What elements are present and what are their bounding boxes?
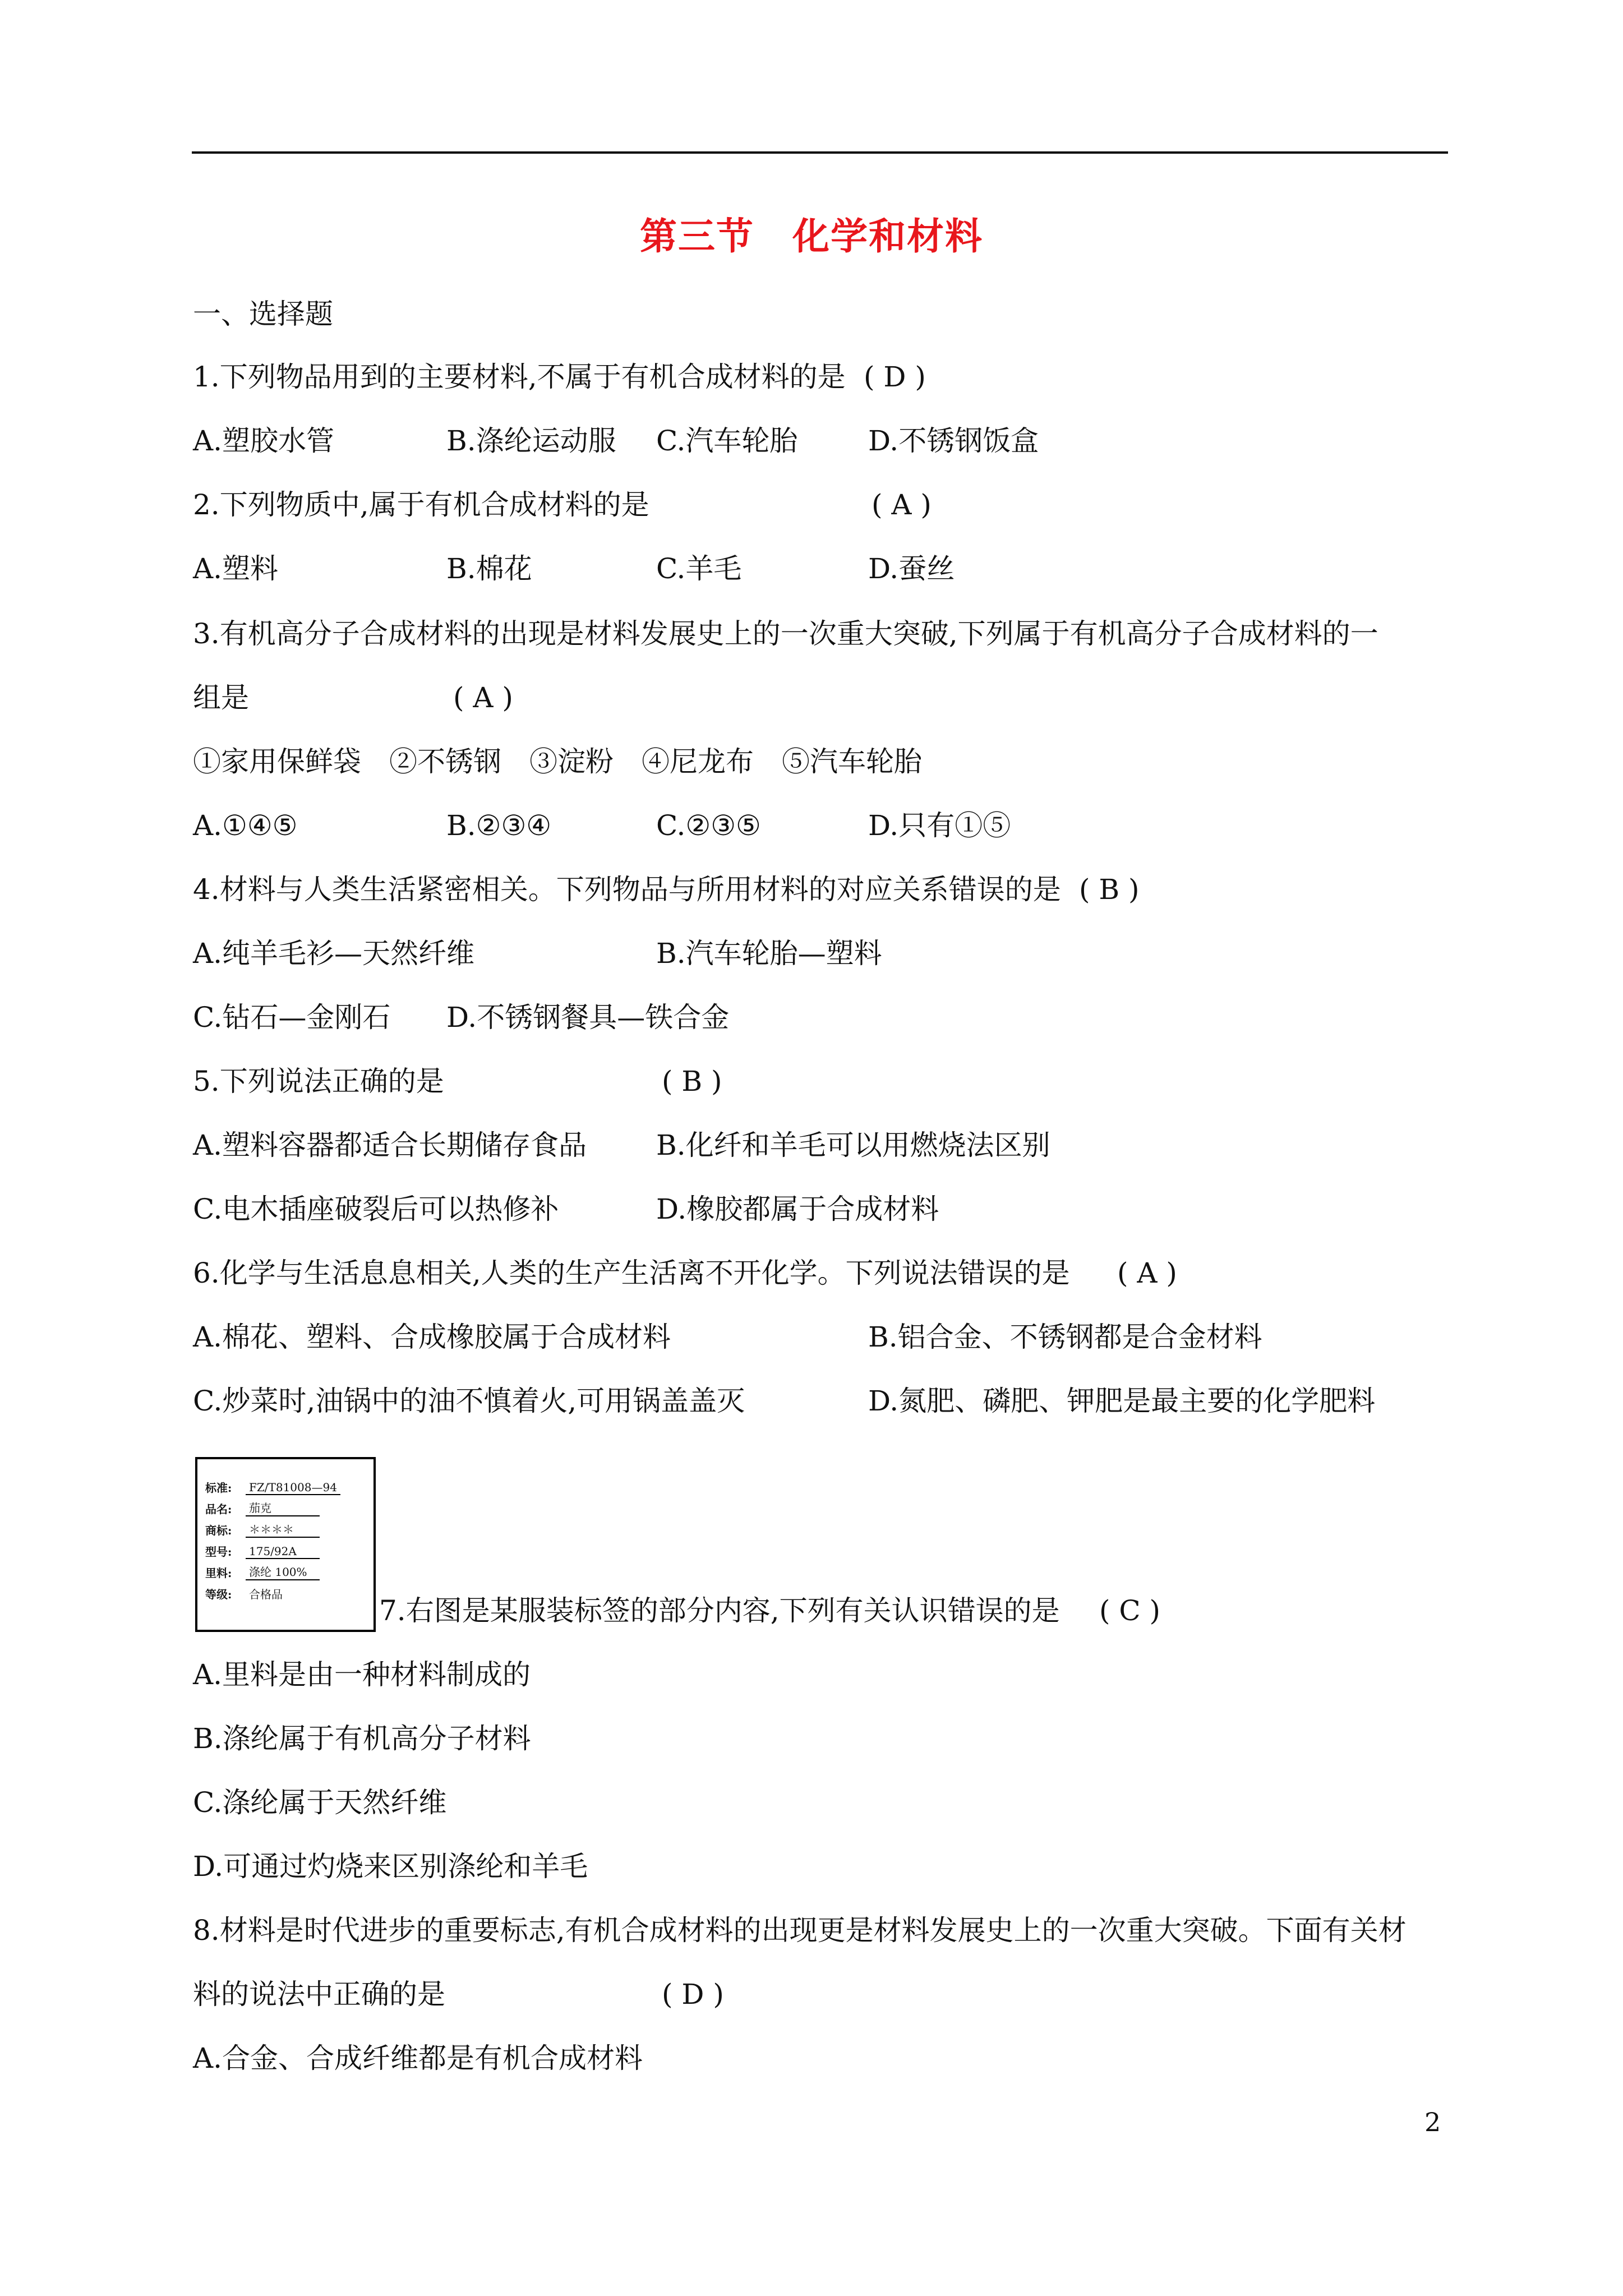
label-value: 茄克 <box>246 1499 320 1516</box>
q7-stem: 7.右图是某服装标签的部分内容,下列有关认识错误的是 <box>379 1594 1060 1627</box>
q5-option-d: D.橡胶都属于合成材料 <box>656 1193 939 1225</box>
q6-option-d: D.氮肥、磷肥、钾肥是最主要的化学肥料 <box>868 1385 1376 1417</box>
q1-option-c: C.汽车轮胎 <box>656 425 798 457</box>
q6-answer: ( A ) <box>1117 1257 1177 1289</box>
q6-stem: 6.化学与生活息息相关,人类的生产生活离不开化学。下列说法错误的是 <box>193 1257 1070 1289</box>
label-row-brand <box>205 1516 368 1538</box>
page-title: 第三节 化学和材料 <box>640 214 983 258</box>
label-value: 175/92A <box>246 1545 320 1559</box>
label-key: 商标: <box>205 1524 232 1537</box>
label-key: 等级: <box>205 1588 232 1601</box>
q1-option-d: D.不锈钢饭盒 <box>868 425 1039 457</box>
q3-stem-line2: 组是 <box>193 681 249 714</box>
q1-option-a: A.塑胶水管 <box>193 425 335 457</box>
label-row-lining <box>205 1559 368 1580</box>
label-value: ＊＊＊＊ <box>246 1520 320 1538</box>
q1-stem: 1.下列物品用到的主要材料,不属于有机合成材料的是 <box>193 361 846 393</box>
label-key: 型号: <box>205 1545 232 1559</box>
clothing-label-figure <box>195 1457 376 1632</box>
label-row-model <box>205 1538 368 1559</box>
q1-option-b: B.涤纶运动服 <box>446 425 616 457</box>
label-value: FZ/T81008—94 <box>246 1481 340 1495</box>
q2-stem: 2.下列物质中,属于有机合成材料的是 <box>193 488 649 521</box>
label-key: 里料: <box>205 1566 232 1580</box>
label-key: 标准: <box>205 1481 232 1495</box>
q4-option-d: D.不锈钢餐具—铁合金 <box>446 1001 730 1034</box>
q7-option-d: D.可通过灼烧来区别涤纶和羊毛 <box>193 1850 588 1883</box>
header-rule <box>192 151 1448 154</box>
q2-option-c: C.羊毛 <box>656 552 742 585</box>
q5-option-b: B.化纤和羊毛可以用燃烧法区别 <box>656 1129 1050 1161</box>
q5-stem: 5.下列说法正确的是 <box>193 1065 444 1098</box>
label-key: 品名: <box>205 1502 232 1516</box>
q4-stem: 4.材料与人类生活紧密相关。下列物品与所用材料的对应关系错误的是 <box>193 873 1061 906</box>
q6-option-c: C.炒菜时,油锅中的油不慎着火,可用锅盖盖灭 <box>193 1385 745 1417</box>
q7-option-b: B.涤纶属于有机高分子材料 <box>193 1722 531 1755</box>
q8-option-a: A.合金、合成纤维都是有机合成材料 <box>193 2042 643 2074</box>
q3-option-d: D.只有①⑤ <box>868 809 1011 842</box>
q2-answer: ( A ) <box>872 488 932 521</box>
q8-stem-line2: 料的说法中正确的是 <box>193 1978 445 2011</box>
q3-stem-line1: 3.有机高分子合成材料的出现是材料发展史上的一次重大突破,下列属于有机高分子合成材料的一 <box>193 617 1378 650</box>
q5-answer: ( B ) <box>662 1065 722 1098</box>
q4-option-b: B.汽车轮胎—塑料 <box>656 937 882 970</box>
q4-answer: ( B ) <box>1079 873 1140 906</box>
q3-answer: ( A ) <box>453 681 513 714</box>
q1-answer: ( D ) <box>864 361 926 393</box>
q3-option-c: C.②③⑤ <box>656 809 761 842</box>
q3-option-b: B.②③④ <box>446 809 552 842</box>
q2-option-d: D.蚕丝 <box>868 552 955 585</box>
q5-option-c: C.电木插座破裂后可以热修补 <box>193 1193 559 1225</box>
label-value: 合格品 <box>249 1588 283 1601</box>
q7-option-a: A.里料是由一种材料制成的 <box>193 1658 531 1691</box>
q3-items: ①家用保鲜袋 ②不锈钢 ③淀粉 ④尼龙布 ⑤汽车轮胎 <box>193 745 922 778</box>
q8-answer: ( D ) <box>662 1978 724 2011</box>
q3-option-a: A.①④⑤ <box>193 809 298 842</box>
q7-answer: ( C ) <box>1099 1594 1161 1627</box>
section-heading: 一、选择题 <box>193 298 333 330</box>
q6-option-a: A.棉花、塑料、合成橡胶属于合成材料 <box>193 1321 671 1353</box>
label-row-name <box>205 1495 368 1516</box>
q7-option-c: C.涤纶属于天然纤维 <box>193 1786 447 1819</box>
q2-option-b: B.棉花 <box>446 552 532 585</box>
q5-option-a: A.塑料容器都适合长期储存食品 <box>193 1129 587 1161</box>
label-value: 涤纶 100% <box>246 1563 320 1580</box>
q4-option-a: A.纯羊毛衫—天然纤维 <box>193 937 475 970</box>
label-row-grade <box>205 1580 368 1602</box>
page-number: 2 <box>1424 2107 1441 2137</box>
q6-option-b: B.铝合金、不锈钢都是合金材料 <box>868 1321 1262 1353</box>
q4-option-c: C.钻石—金刚石 <box>193 1001 391 1034</box>
label-row-standard <box>205 1474 368 1495</box>
q8-stem-line1: 8.材料是时代进步的重要标志,有机合成材料的出现更是材料发展史上的一次重大突破。下面有关材 <box>193 1914 1407 1947</box>
q2-option-a: A.塑料 <box>193 552 279 585</box>
